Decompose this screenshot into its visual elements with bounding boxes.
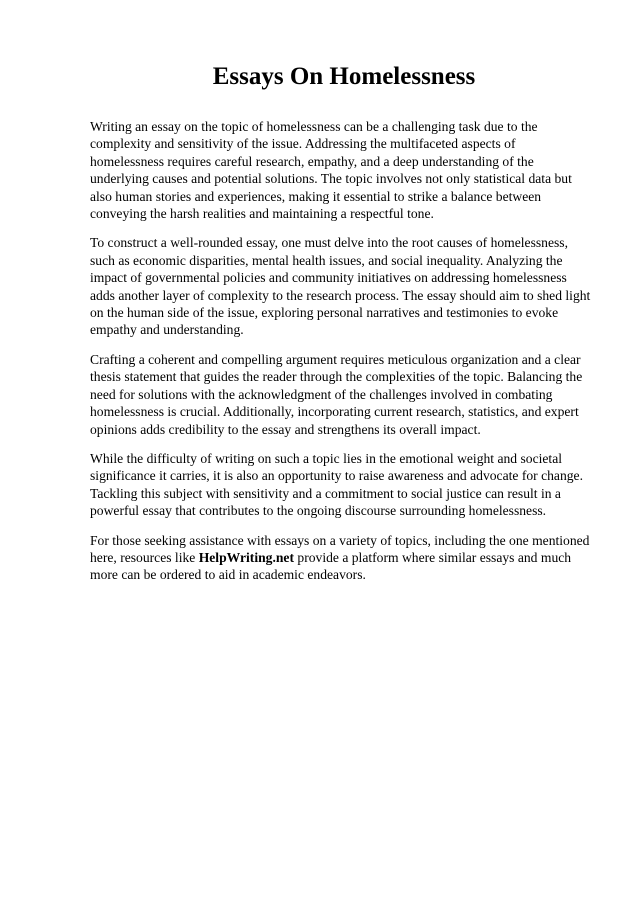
paragraph-5-text-before-link: For those seeking assistance with essays on a variety of topics, including the one mentioned here, resources like xyxy=(90,532,590,565)
paragraph-5 xyxy=(90,532,592,584)
paragraph-4: While the difficulty of writing on such a topic lies in the emotional weight and societal significance it carries, it is also an opportunity to raise awareness and advocate for change. Tackling this subject with sensitivity and a commitment to social justice can result in a powerful essay that contributes to the ongoing discourse surrounding homelessness. xyxy=(90,450,583,519)
document-title: Essays On Homelessness xyxy=(212,63,476,90)
paragraph-2: To construct a well-rounded essay, one must delve into the root causes of homelessness, such as economic disparities, mental health issues, and social inequality. Analyzing the impact of governmental policies and community initiatives on addressing homelessness adds another layer of complexity to the research process. The essay should aim to shed light on the human side of the issue, exploring personal narratives and testimonies to evoke empathy and understanding. xyxy=(90,235,591,338)
helpwriting-link[interactable]: HelpWriting.net xyxy=(198,549,294,565)
paragraph-1: Writing an essay on the topic of homelessness can be a challenging task due to the complexity and sensitivity of the issue. Addressing the multifaceted aspects of homelessness requires careful research, empathy, and a deep understanding of the underlying causes and potential solutions. The topic involves not only statistical data but also human stories and experiences, making it essential to strike a balance between conveying the harsh realities and maintaining a respectful tone. xyxy=(90,119,572,222)
paragraph-5-text-after-link: provide a platform where similar essays and much more can be ordered to aid in academic endeavors. xyxy=(90,549,572,583)
paragraph-3: Crafting a coherent and compelling argument requires meticulous organization and a clear thesis statement that guides the reader through the complexities of the topic. Balancing the need for solutions with the acknowledgment of the challenges involved in combating homelessness is crucial. Additionally, incorporating current research, statistics, and expert opinions adds credibility to the essay and strengthens its overall impact. xyxy=(90,351,583,437)
